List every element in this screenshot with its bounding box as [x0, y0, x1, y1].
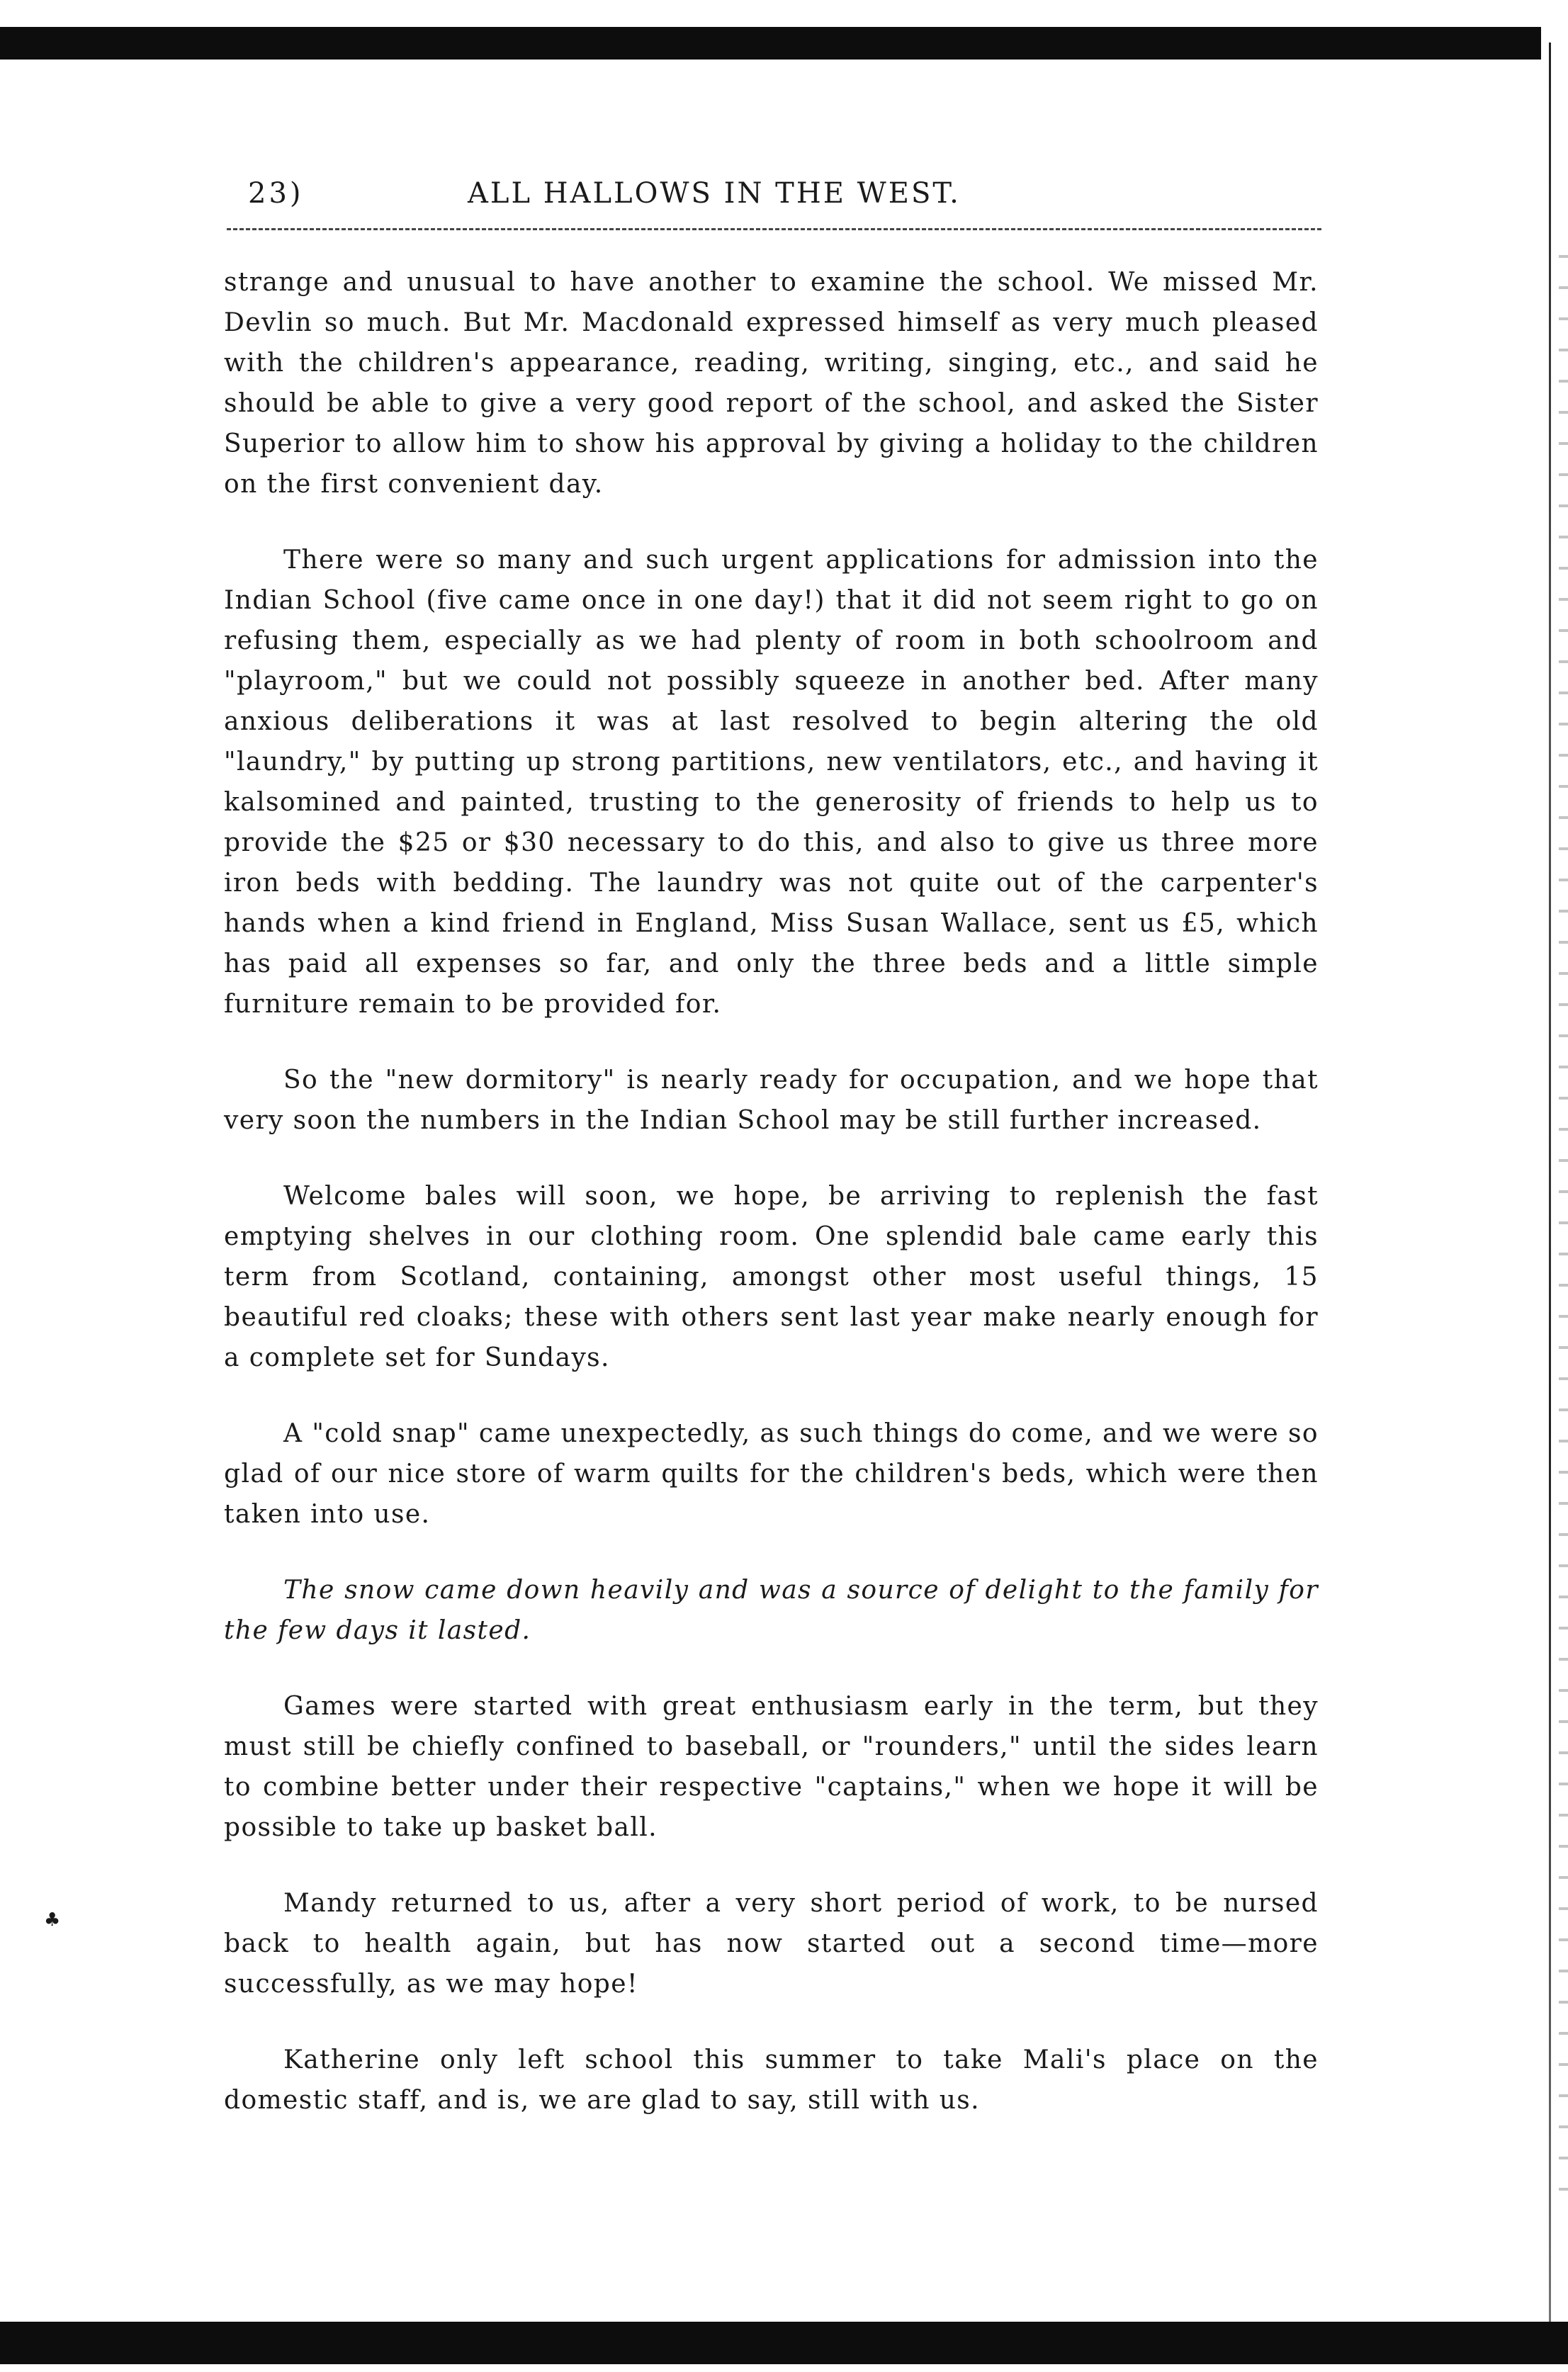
paragraph-bales: Welcome bales will soon, we hope, be arriving to replenish the fast emptying shelves in our clothing room. One splendid bale came early this term from Scotland, containing, amongst other most useful things, 15 beautiful red cloaks; these with others sent last year make nearly enough for a complete set for Sundays. — [224, 1182, 1319, 1372]
page-header — [227, 177, 1321, 227]
margin-bullet-mark: ♣ — [44, 1909, 61, 1931]
paragraph-games: Games were started with great enthusiasm early in the term, but they must still be chiefly confined to baseball, or "rounders," until the sides learn to combine better under their respective "captains," when we hope it will be possible to take up basket ball. — [224, 1692, 1319, 1842]
running-title: ALL HALLOWS IN THE WEST. — [468, 177, 961, 210]
paragraph-admissions: There were so many and such urgent applications for admission into the Indian School (five came once in one day!) that it did not seem right to go on refusing them, especially as we had plenty of room in both schoolroom and "playroom," but we could not possibly squeeze in another bed. After many anxious deliberations it was at last resolved to begin altering the old "laundry," by putting up strong partitions, new ventilators, etc., and having it kalsomined and painted, trusting to the generosity of friends to help us to provide the $25 or $30 necessary to do this, and also to give us three more iron beds with bedding. The laundry was not quite out of the carpenter's hands when a kind friend in England, Miss Susan Wallace, sent us £5, which has paid all expenses so far, and only the three beds and a little simple furniture remain to be provided for. — [224, 546, 1319, 1019]
paragraph-katherine: Katherine only left school this summer to take Mali's place on the domestic staff, and is, we are glad to say, still with us. — [224, 2045, 1319, 2115]
paragraph-mandy: Mandy returned to us, after a very short period of work, to be nursed back to health again, but has now started out a second time—more successfully, as we may hope! — [224, 1889, 1319, 1999]
scan-bottom-border — [0, 2322, 1568, 2364]
scan-top-border — [0, 27, 1541, 60]
scan-right-edge — [1549, 43, 1551, 2352]
paragraph-new-dormitory: So the "new dormitory" is nearly ready for occupation, and we hope that very soon the numbers in the Indian School may be still further increased. — [224, 1066, 1319, 1135]
paragraph-snow: The snow came down heavily and was a source of delight to the family for the few days it lasted. — [224, 1576, 1319, 1645]
body-text — [224, 262, 1319, 2156]
header-rule — [227, 228, 1321, 230]
scan-edge-marks — [1559, 227, 1568, 2210]
paragraph-examination: strange and unusual to have another to examine the school. We missed Mr. Devlin so much. But Mr. Macdonald expressed himself as very much pleased with the children's appearance, reading, writing, singing, etc., and said he should be able to give a very good report of the school, and asked the Sister Superior to allow him to show his approval by giving a holiday to the children on the first convenient day. — [224, 268, 1319, 499]
paragraph-cold-snap: A "cold snap" came unexpectedly, as such things do come, and we were so glad of our nice store of warm quilts for the children's beds, which were then taken into use. — [224, 1419, 1319, 1529]
page-number: 23) — [248, 177, 304, 210]
